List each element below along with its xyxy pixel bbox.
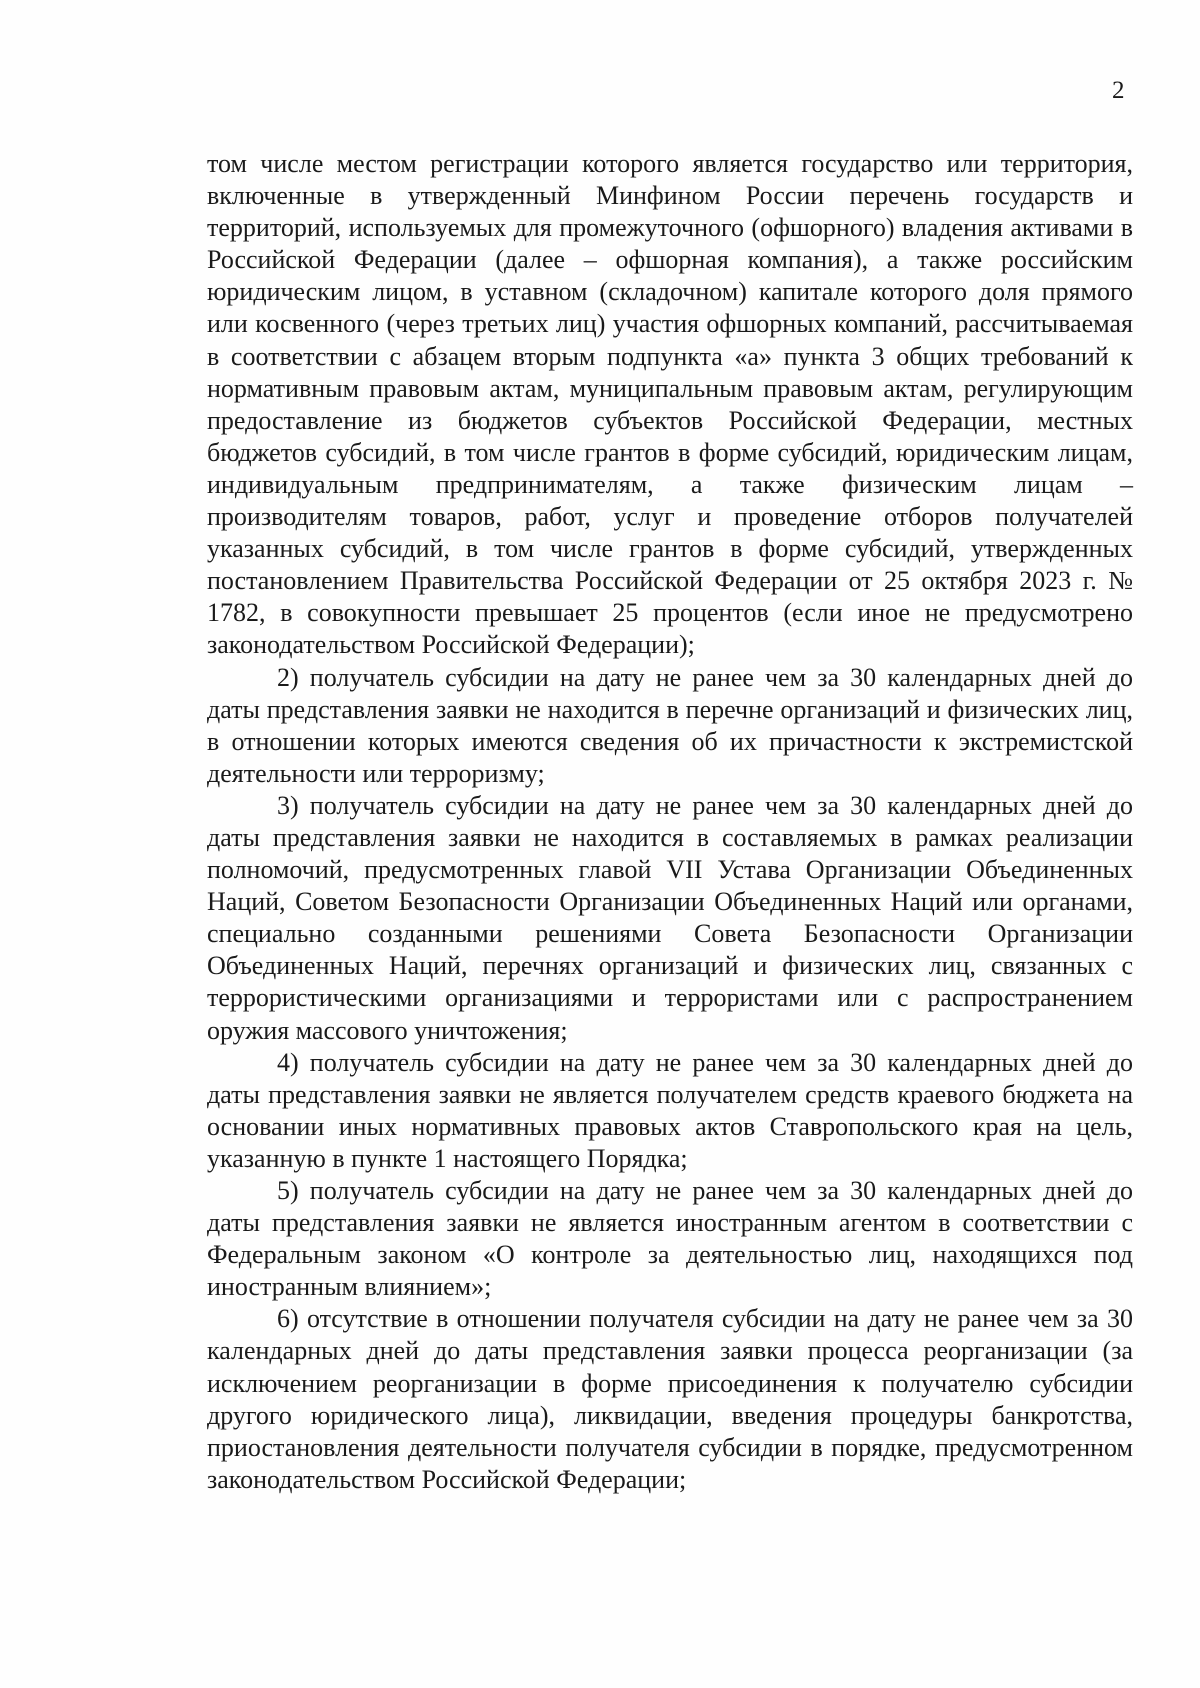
page-number: 2 bbox=[1112, 77, 1125, 104]
paragraph-item-4: 4) получатель субсидии на дату не ранее чем за 30 календарных дней до даты представления заявки не является получателем средств краевого бюджета на основании иных нормативных правовых актов Ставропольского края на цель, указанную в пункте 1 настоящего Порядка; bbox=[207, 1047, 1133, 1173]
paragraph-item-5: 5) получатель субсидии на дату не ранее чем за 30 календарных дней до даты представления заявки не является иностранным агентом в соответствии с Федеральным законом «О контроле за деятельностью лиц, находящихся под иностранным влиянием»; bbox=[207, 1176, 1133, 1302]
paragraph-item-6: 6) отсутствие в отношении получателя субсидии на дату не ранее чем за 30 календарных дней до даты представления заявки процесса реорганизации (за исключением реорганизации в форме присоединения к получателю субсидии другого юридического лица), ликвидации, введения процедуры банкротства, приостановления деятельности получателя субсидии в порядке, предусмотренном законодательством Российской Федерации; bbox=[207, 1304, 1133, 1494]
document-body bbox=[207, 148, 1133, 1496]
paragraph-item-2: 2) получатель субсидии на дату не ранее чем за 30 календарных дней до даты представления заявки не находится в перечне организаций и физических лиц, в отношении которых имеются сведения об их причастности к экстремистской деятельности или терроризму; bbox=[207, 662, 1133, 788]
paragraph-continuation: том числе местом регистрации которого является государство или территория, включенные в утвержденный Минфином России перечень государств и территорий, используемых для промежуточного (офшорного) владения активами в Российской Федерации (далее – офшорная компания), а также российским юридическим лицом, в уставном (складочном) капитале которого доля прямого или косвенного (через третьих лиц) участия офшорных компаний, рассчитываемая в соответствии с абзацем вторым подпункта «а» пункта 3 общих требований к нормативным правовым актам, муниципальным правовым актам, регулирующим предоставление из бюджетов субъектов Российской Федерации, местных бюджетов субсидий, в том числе грантов в форме субсидий, юридическим лицам, индивидуальным предпринимателям, а также физическим лицам – производителям товаров, работ, услуг и проведение отборов получателей указанных субсидий, в том числе грантов в форме субсидий, утвержденных постановлением Правительства Российской Федерации от 25 октября 2023 г. № 1782, в совокупности превышает 25 процентов (если иное не предусмотрено законодательством Российской Федерации); bbox=[207, 149, 1133, 660]
paragraph-item-3: 3) получатель субсидии на дату не ранее чем за 30 календарных дней до даты представления заявки не находится в составляемых в рамках реализации полномочий, предусмотренных главой VII Устава Организации Объединенных Наций, Советом Безопасности Организации Объединенных Наций или органами, специально созданными решениями Совета Безопасности Организации Объединенных Наций, перечнях организаций и физических лиц, связанных с террористическими организациями и террористами или с распространением оружия массового уничтожения; bbox=[207, 790, 1133, 1045]
